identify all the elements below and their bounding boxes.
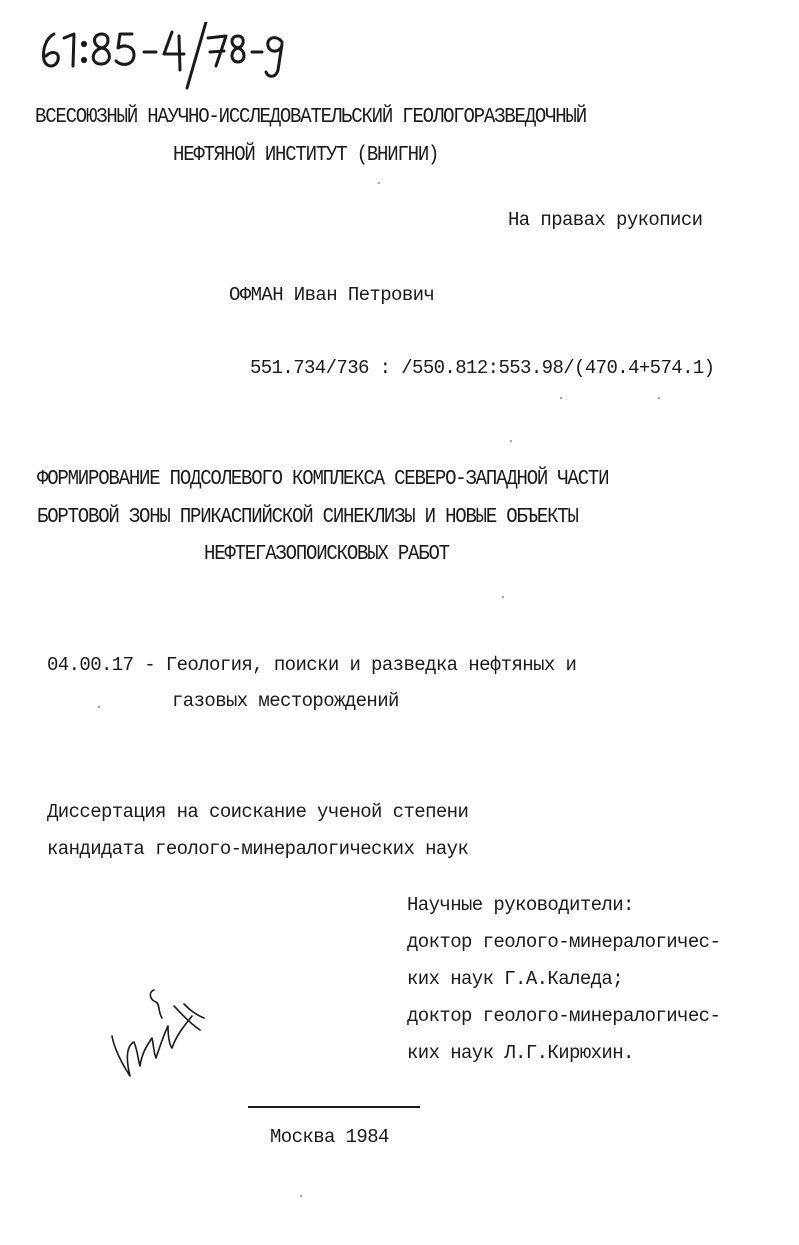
supervisor-1-line-1: доктор геолого-минералогичес- [407,931,721,953]
scan-speck [300,1195,302,1197]
udc-code: 551.734/736 : /550.812:553.98/(470.4+574.1) [250,357,715,379]
place-and-year: Москва 1984 [270,1126,389,1148]
divider-line [248,1106,420,1108]
title-line-2: БОРТОВОЙ ЗОНЫ ПРИКАСПИЙСКОЙ СИНЕКЛИЗЫ И НОВЫЕ ОБЪЕКТЫ [37,504,578,529]
institute-line-2: НЕФТЯНОЙ ИНСТИТУТ (ВНИГНИ) [173,142,439,167]
specialty-line-1: 04.00.17 - Геология, поиски и разведка нефтяных и [47,654,577,676]
degree-line-2: кандидата геолого-минералогических наук [47,838,469,860]
scan-speck [560,397,562,399]
scan-speck [502,596,504,598]
supervisors-heading: Научные руководители: [407,894,634,916]
supervisor-2-line-2: ких наук Л.Г.Кирюхин. [407,1042,634,1064]
manuscript-rights: На правах рукописи [508,209,703,231]
scan-speck [378,182,380,184]
title-line-1: ФОРМИРОВАНИЕ ПОДСОЛЕВОГО КОМПЛЕКСА СЕВЕРО-ЗАПАДНОЙ ЧАСТИ [37,466,609,491]
supervisor-1-line-2: ких наук Г.А.Каледа; [407,968,624,990]
institute-line-1: ВСЕСОЮЗНЫЙ НАУЧНО-ИССЛЕДОВАТЕЛЬСКИЙ ГЕОЛОГОРАЗВЕДОЧНЫЙ [35,104,586,129]
specialty-line-2: газовых месторождений [172,690,399,712]
scan-speck [510,440,512,442]
author-name: ОФМАН Иван Петрович [229,284,435,306]
author-signature [104,986,214,1086]
degree-line-1: Диссертация на соискание ученой степени [47,801,469,823]
scan-speck [98,706,100,708]
supervisor-2-line-1: доктор геолого-минералогичес- [407,1005,721,1027]
title-line-3: НЕФТЕГАЗОПОИСКОВЫХ РАБОТ [204,541,449,566]
scan-speck [658,397,660,399]
handwritten-archive-code [40,22,290,90]
